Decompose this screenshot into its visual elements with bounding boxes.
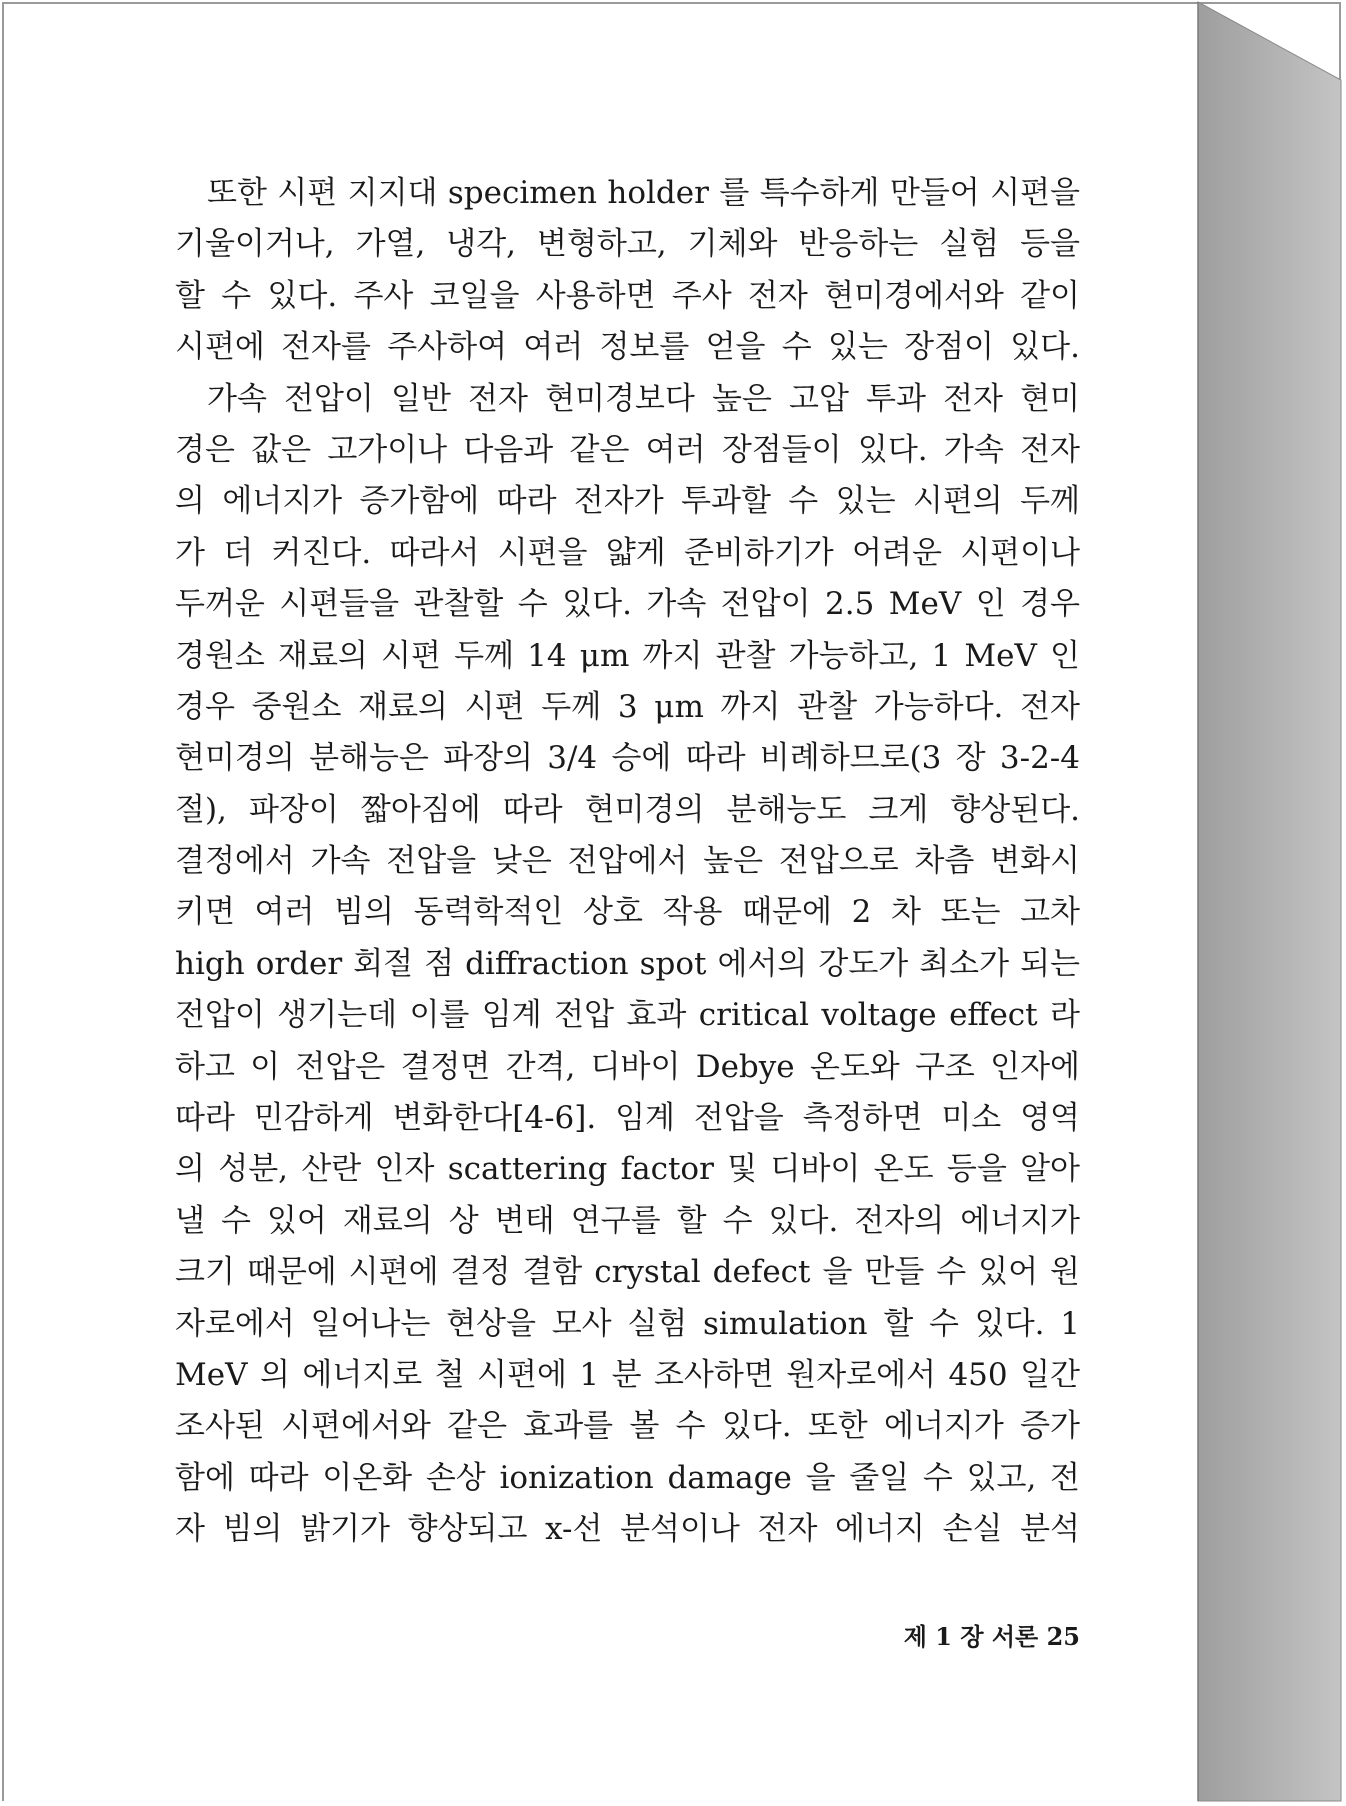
text-line: 할 수 있다. 주사 코일을 사용하면 주사 전자 현미경에서와 같이 xyxy=(175,277,1080,314)
text-line: 가 더 커진다. 따라서 시편을 얇게 준비하기가 어려운 시편이나 xyxy=(175,534,1080,571)
text-line: 조사된 시편에서와 같은 효과를 볼 수 있다. 또한 에너지가 증가 xyxy=(175,1408,1080,1445)
text-line: 낼 수 있어 재료의 상 변태 연구를 할 수 있다. 전자의 에너지가 xyxy=(175,1202,1080,1239)
text-line: 전압이 생기는데 이를 임계 전압 효과 critical voltage effect 라 xyxy=(175,997,1080,1034)
text-line: 경원소 재료의 시편 두께 14 μm 까지 관찰 가능하고, 1 MeV 인 xyxy=(175,637,1080,674)
text-line: 자로에서 일어나는 현상을 모사 실험 simulation 할 수 있다. 1 xyxy=(175,1305,1080,1342)
text-line: 또한 시편 지지대 specimen holder 를 특수하게 만들어 시편을 xyxy=(207,175,1080,211)
text-line: 크기 때문에 시편에 결정 결함 crystal defect 을 만들 수 있어 원 xyxy=(175,1254,1080,1291)
running-footer-page-number: 제 1 장 서론 25 xyxy=(903,1622,1080,1651)
text-line: MeV 의 에너지로 철 시편에 1 분 조사하면 원자로에서 450 일간 xyxy=(175,1356,1080,1393)
text-line: 함에 따라 이온화 손상 ionization damage 을 줄일 수 있고, 전 xyxy=(175,1459,1080,1496)
text-line: 의 성분, 산란 인자 scattering factor 및 디바이 온도 등을 알아 xyxy=(175,1151,1080,1188)
text-line: high order 회절 점 diffraction spot 에서의 강도가 최소가 되는 xyxy=(175,945,1080,982)
text-line: 가속 전압이 일반 전자 현미경보다 높은 고압 투과 전자 현미 xyxy=(207,380,1080,417)
text-line: 기울이거나, 가열, 냉각, 변형하고, 기체와 반응하는 실험 등을 xyxy=(175,226,1080,263)
text-line: 경우 중원소 재료의 시편 두께 3 μm 까지 관찰 가능하다. 전자 xyxy=(175,688,1080,725)
text-line: 경은 값은 고가이나 다음과 같은 여러 장점들이 있다. 가속 전자 xyxy=(175,431,1080,468)
text-line: 두꺼운 시편들을 관찰할 수 있다. 가속 전압이 2.5 MeV 인 경우 xyxy=(175,586,1080,623)
text-line: 결정에서 가속 전압을 낮은 전압에서 높은 전압으로 차츰 변화시 xyxy=(175,843,1080,880)
text-line: 현미경의 분해능은 파장의 3/4 승에 따라 비례하므로(3 장 3-2-4 xyxy=(175,740,1080,777)
text-line: 절), 파장이 짧아짐에 따라 현미경의 분해능도 크게 향상된다. xyxy=(175,791,1080,828)
body-text xyxy=(175,168,1080,1556)
text-line: 시편에 전자를 주사하여 여러 정보를 얻을 수 있는 장점이 있다. xyxy=(175,329,1080,366)
text-line: 의 에너지가 증가함에 따라 전자가 투과할 수 있는 시편의 두께 xyxy=(175,483,1080,520)
text-line: 하고 이 전압은 결정면 간격, 디바이 Debye 온도와 구조 인자에 xyxy=(175,1048,1080,1085)
text-line: 따라 민감하게 변화한다[4-6]. 임계 전압을 측정하면 미소 영역 xyxy=(175,1100,1080,1137)
text-line: 자 빔의 밝기가 향상되고 x-선 분석이나 전자 에너지 손실 분석 xyxy=(175,1511,1080,1548)
text-line: 키면 여러 빔의 동력학적인 상호 작용 때문에 2 차 또는 고차 xyxy=(175,894,1080,931)
